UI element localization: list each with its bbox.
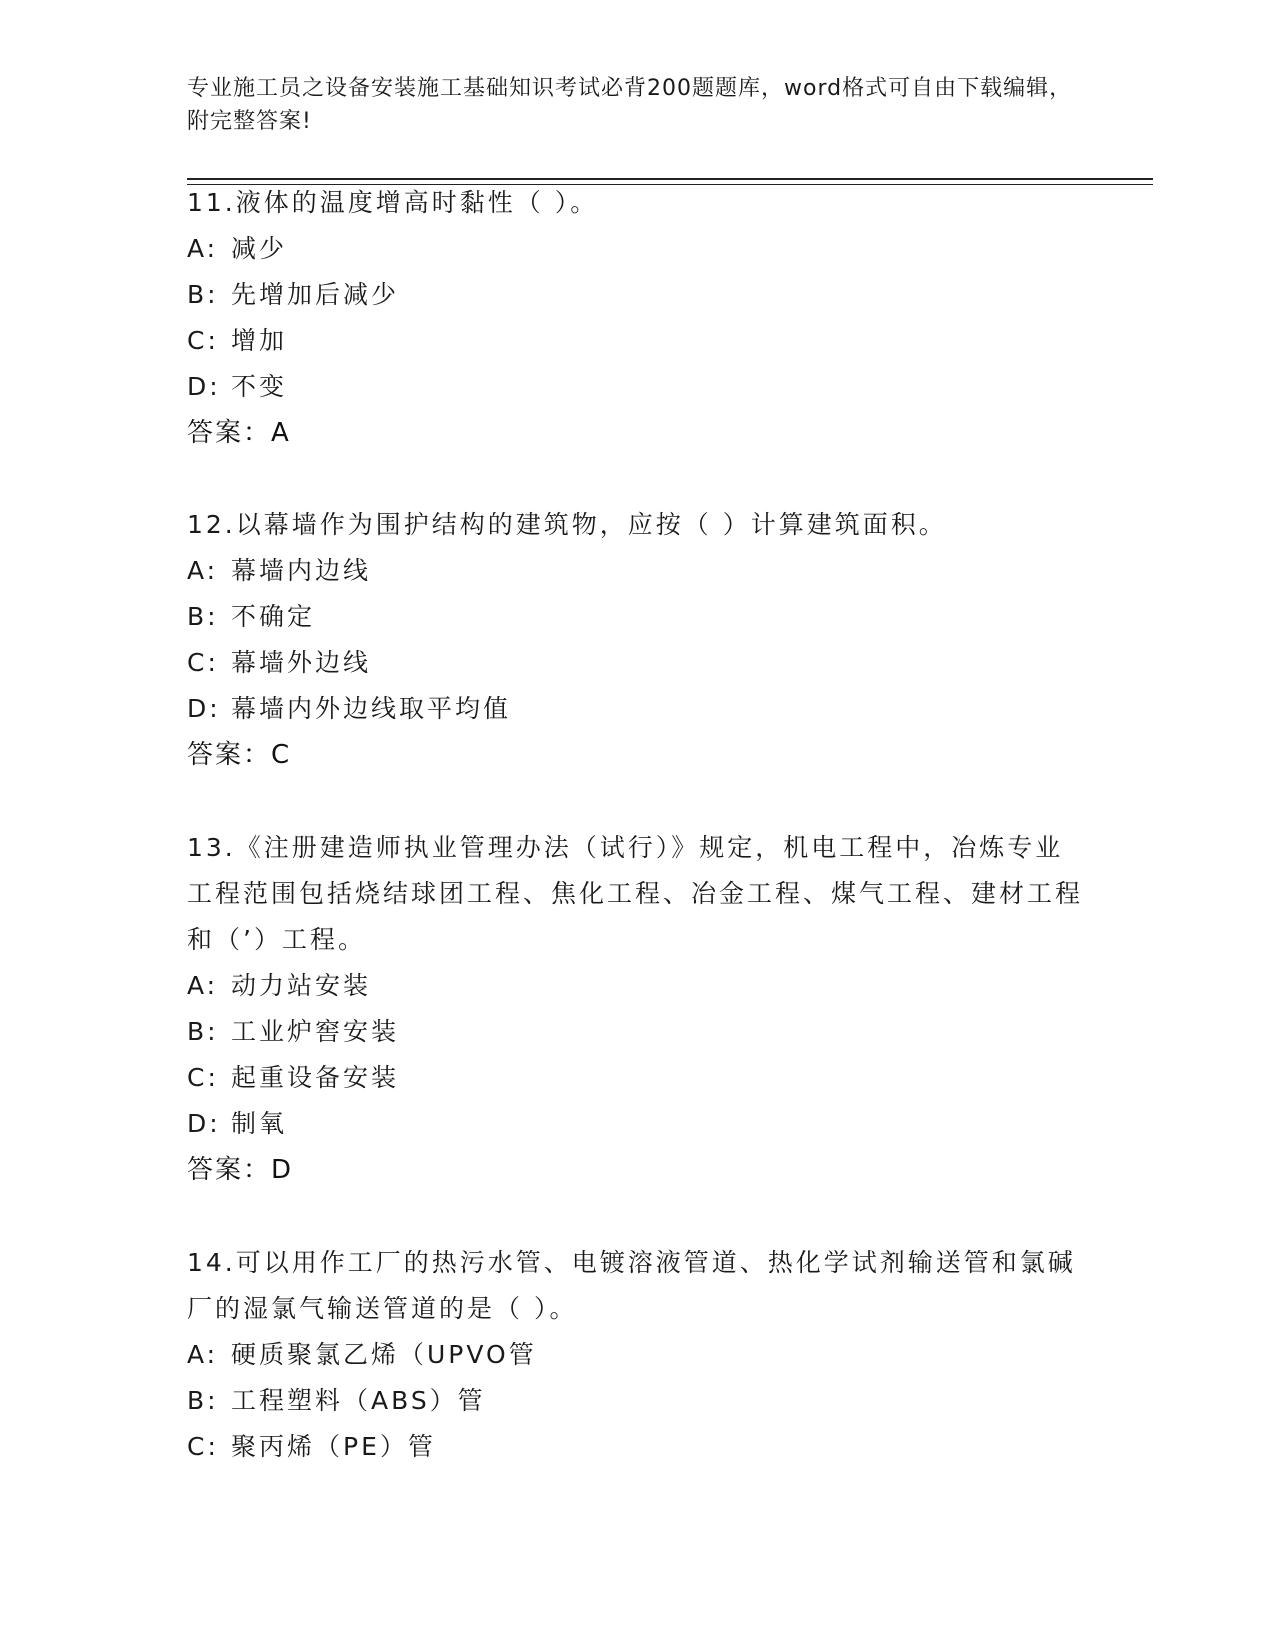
option-letter: D:: [187, 372, 221, 401]
option-text: 硬质聚氯乙烯（UPVO管: [231, 1340, 537, 1369]
option-text: 幕墙外边线: [231, 648, 372, 677]
option-c: [187, 640, 1087, 686]
option-a: [187, 226, 1087, 272]
option-letter: B:: [187, 602, 219, 631]
option-text: 制氧: [231, 1109, 288, 1138]
answer-line: 答案：A: [187, 418, 291, 448]
option-letter: C:: [187, 326, 219, 355]
option-b: [187, 594, 1087, 640]
document-header: 专业施工员之设备安装施工基础知识考试必背200题题库，word格式可自由下载编辑，附完整答案!: [187, 76, 1073, 134]
option-letter: B:: [187, 280, 219, 309]
option-letter: C:: [187, 1432, 219, 1461]
answer-line: 答案：C: [187, 740, 292, 770]
option-c: [187, 318, 1087, 364]
option-a: [187, 1332, 1087, 1378]
question-stem: 11.液体的温度增高时黏性（ ）。: [187, 188, 599, 217]
option-b: [187, 1378, 1087, 1424]
option-letter: A:: [187, 971, 219, 1000]
question-11: [187, 180, 1087, 456]
option-a: [187, 548, 1087, 594]
option-letter: D:: [187, 1109, 221, 1138]
option-d: [187, 364, 1087, 410]
option-letter: B:: [187, 1017, 219, 1046]
option-text: 减少: [231, 234, 288, 263]
option-letter: A:: [187, 234, 219, 263]
question-13: [187, 825, 1087, 1193]
option-letter: A:: [187, 1340, 219, 1369]
option-c: [187, 1055, 1087, 1101]
option-text: 不变: [231, 372, 288, 401]
option-letter: A:: [187, 556, 219, 585]
option-d: [187, 1101, 1087, 1147]
option-letter: B:: [187, 1386, 219, 1415]
answer-line: 答案：D: [187, 1155, 294, 1185]
option-text: 动力站安装: [231, 971, 372, 1000]
option-text: 幕墙内边线: [231, 556, 372, 585]
option-text: 工程塑料（ABS）管: [231, 1386, 486, 1415]
question-12: [187, 502, 1087, 778]
question-14: [187, 1240, 1087, 1470]
option-text: 工业炉窖安装: [231, 1017, 400, 1046]
question-stem: 13.《注册建造师执业管理办法（试行）》规定，机电工程中，冶炼专业工程范围包括烧结球团工程、焦化工程、冶金工程、煤气工程、建材工程和（’）工程。: [187, 833, 1084, 954]
option-text: 先增加后减少: [231, 280, 400, 309]
option-letter: C:: [187, 648, 219, 677]
option-b: [187, 1009, 1087, 1055]
option-letter: D:: [187, 694, 221, 723]
option-d: [187, 686, 1087, 732]
option-letter: C:: [187, 1063, 219, 1092]
option-text: 不确定: [231, 602, 316, 631]
option-text: 聚丙烯（PE）管: [231, 1432, 436, 1461]
option-a: [187, 963, 1087, 1009]
question-stem: 12.以幕墙作为围护结构的建筑物，应按（ ）计算建筑面积。: [187, 510, 947, 539]
question-stem: 14.可以用作工厂的热污水管、电镀溶液管道、热化学试剂输送管和氯碱厂的湿氯气输送管道的是（ ）。: [187, 1248, 1076, 1323]
option-b: [187, 272, 1087, 318]
option-text: 增加: [231, 326, 288, 355]
option-text: 起重设备安装: [231, 1063, 400, 1092]
option-text: 幕墙内外边线取平均值: [231, 694, 512, 723]
option-c: [187, 1424, 1087, 1470]
